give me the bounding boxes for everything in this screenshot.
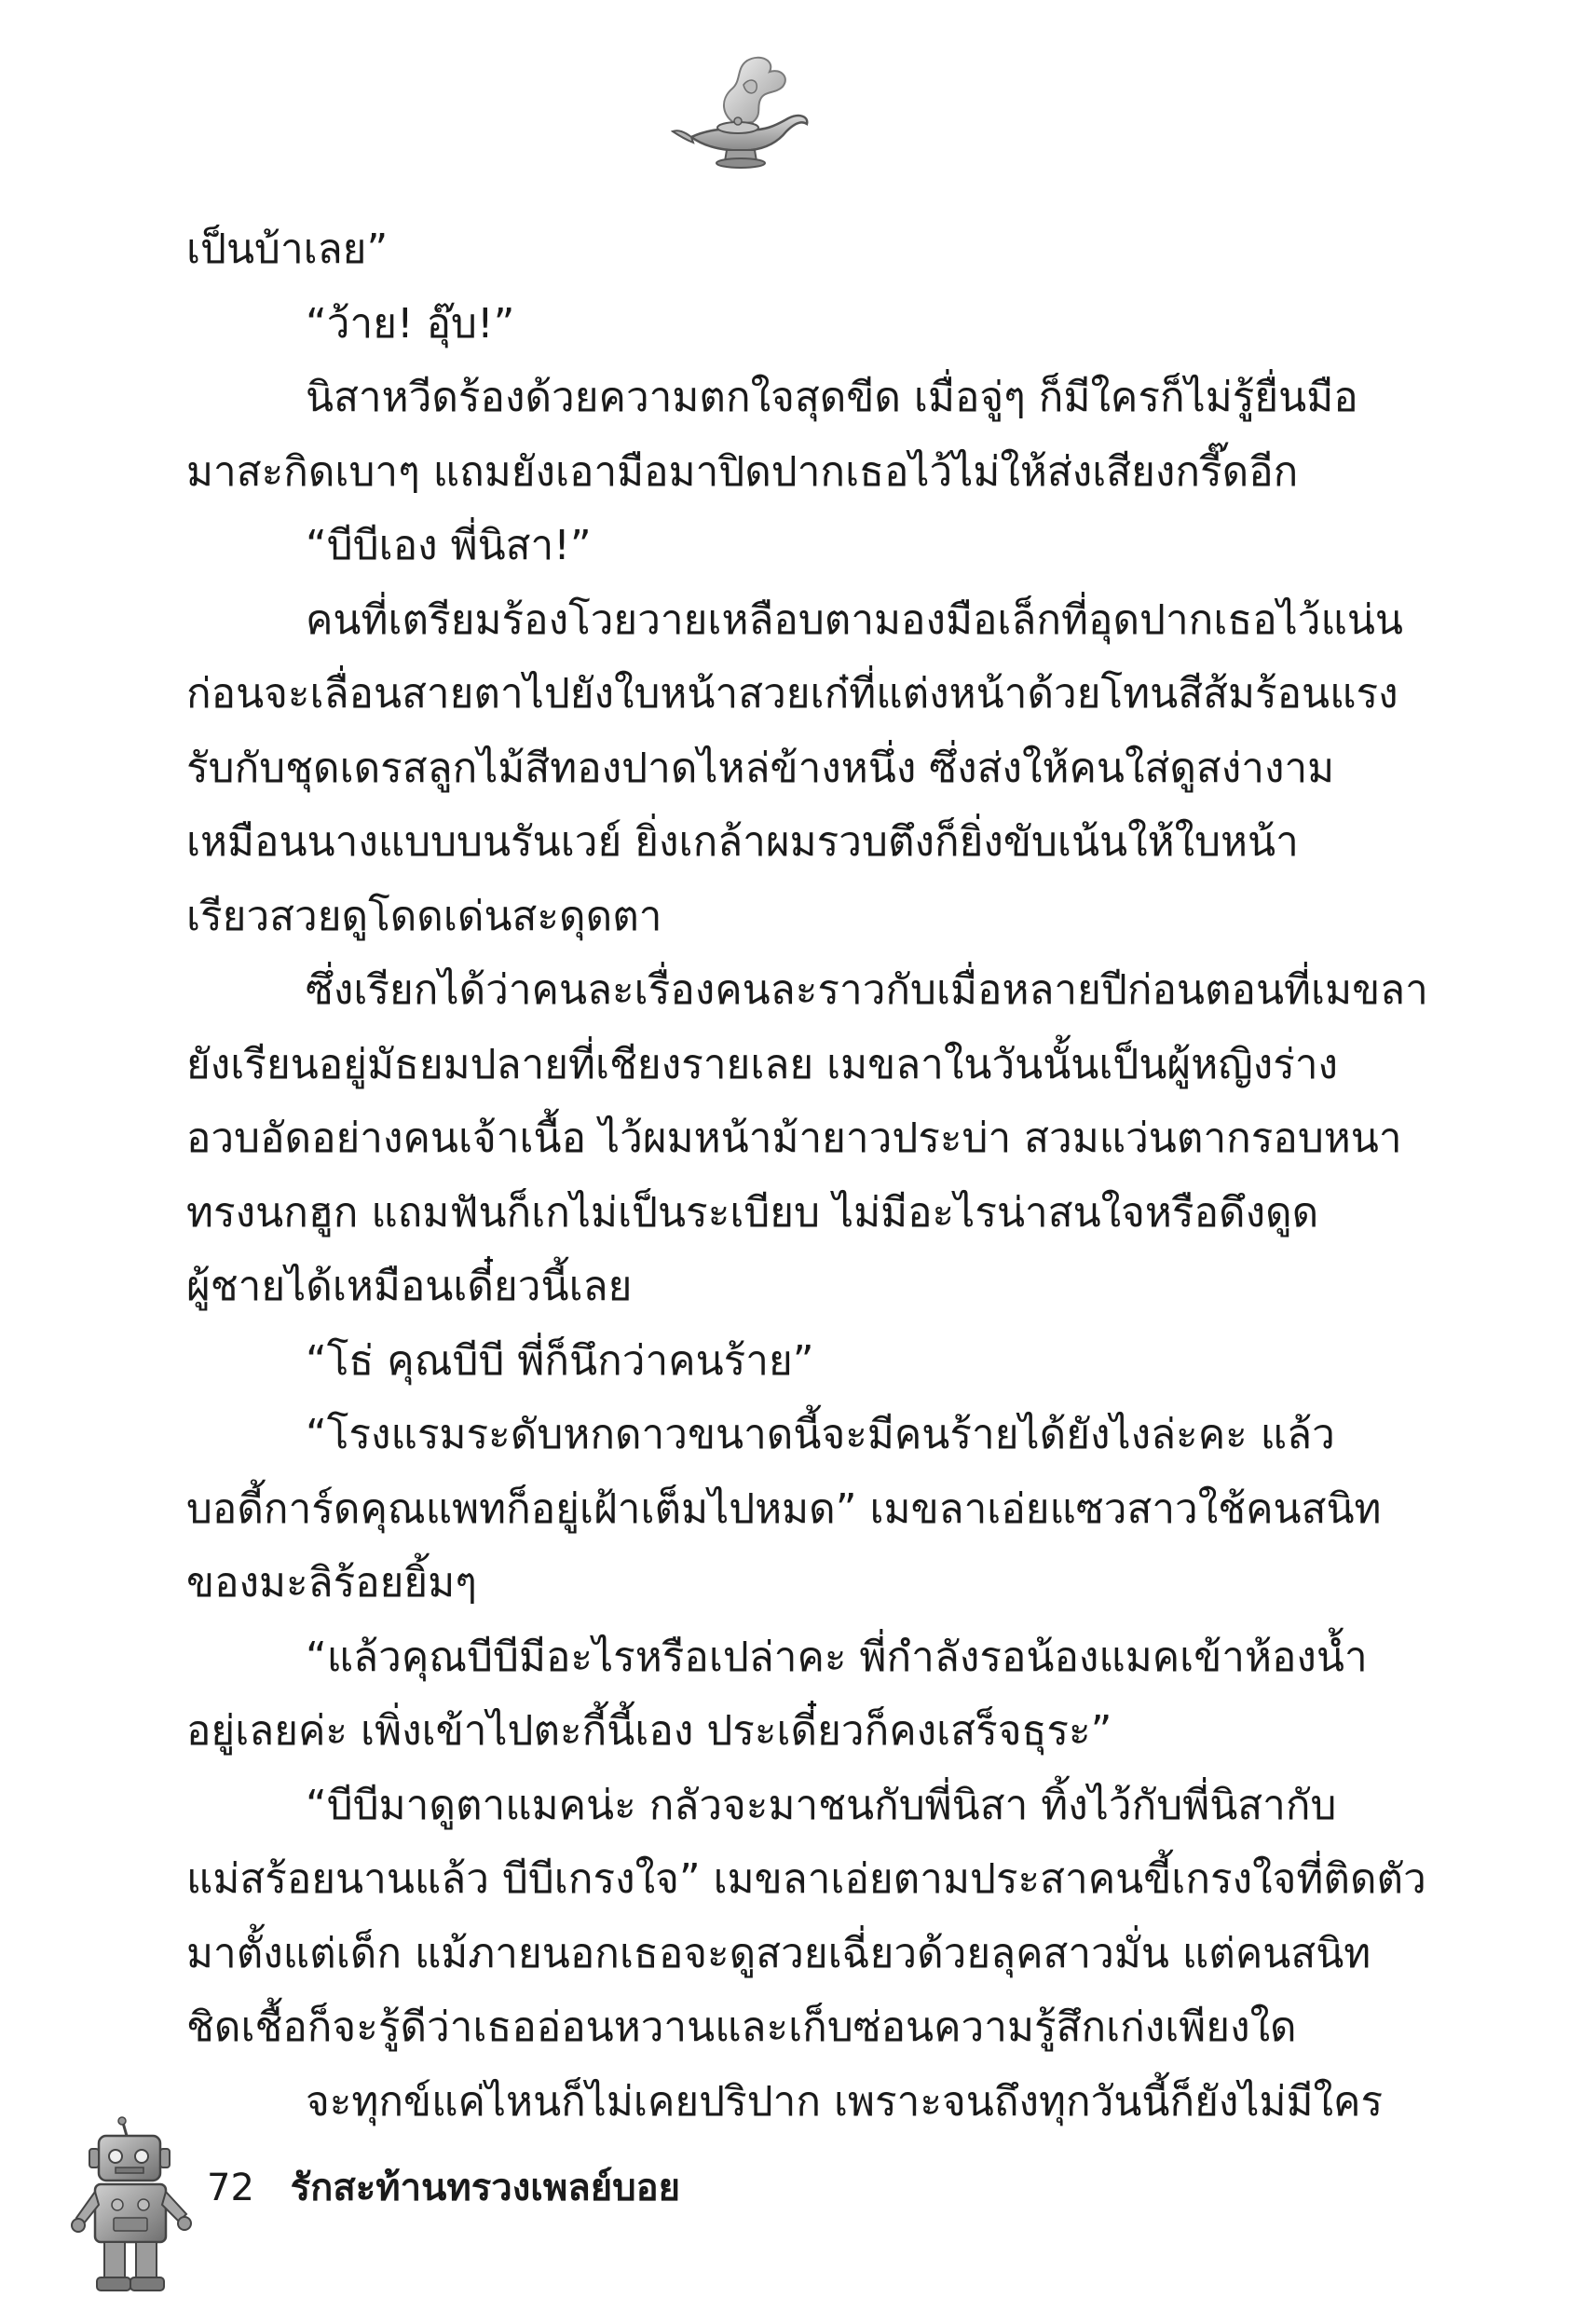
- text-line: ยังเรียนอยู่มัธยมปลายที่เชียงรายเลย เมขลาในวันนั้นเป็นผู้หญิงร่าง: [186, 1040, 1339, 1088]
- page-footer: [207, 2160, 680, 2216]
- text-line: ทรงนกฮูก แถมฟันก็เกไม่เป็นระเบียบ ไม่มีอะไรน่าสนใจหรือดึงดูด: [186, 1188, 1319, 1237]
- text-line: เรียวสวยดูโดดเด่นสะดุดตา: [186, 892, 662, 940]
- text-line: อยู่เลยค่ะ เพิ่งเข้าไปตะกี้นี้เอง ประเดี๋ยวก็คงเสร็จธุระ”: [186, 1707, 1112, 1755]
- genie-lamp-icon: [671, 51, 820, 177]
- text-line: “ว้าย! อุ๊บ!”: [306, 299, 515, 348]
- text-line: รับกับชุดเดรสลูกไม้สีทองปาดไหล่ข้างหนึ่ง ซึ่งส่งให้คนใส่ดูสง่างาม: [186, 744, 1335, 792]
- text-line: ผู้ชายได้เหมือนเดี๋ยวนี้เลย: [186, 1263, 633, 1310]
- text-line: เป็นบ้าเลย”: [186, 226, 389, 273]
- body-text: [186, 212, 1428, 2139]
- text-line: ชิดเชื้อก็จะรู้ดีว่าเธออ่อนหวานและเก็บซ่อนความรู้สึกเก่งเพียงใด: [186, 2003, 1297, 2051]
- text-line: เหมือนนางแบบบนรันเวย์ ยิ่งเกล้าผมรวบตึงก็ยิ่งขับเน้นให้ใบหน้า: [186, 818, 1299, 866]
- text-line: บอดี้การ์ดคุณแพทก็อยู่เฝ้าเต็มไปหมด” เมขลาเอ่ยแซวสาวใช้คนสนิท: [186, 1484, 1382, 1533]
- robot-figure-icon: [65, 2115, 205, 2302]
- book-title: รักสะท้านทรวงเพลย์บอย: [290, 2167, 681, 2209]
- page-number: 72: [207, 2167, 254, 2209]
- text-line: มาตั้งแต่เด็ก แม้ภายนอกเธอจะดูสวยเฉี่ยวด้วยลุคสาวมั่น แต่คนสนิท: [186, 1929, 1371, 1977]
- text-line: แม่สร้อยนานแล้ว บีบีเกรงใจ” เมขลาเอ่ยตามประสาคนขี้เกรงใจที่ติดตัว: [186, 1855, 1426, 1903]
- text-line: “บีบีมาดูตาแมคน่ะ กลัวจะมาชนกับพี่นิสา ทิ้งไว้กับพี่นิสากับ: [306, 1781, 1337, 1829]
- text-line: “โรงแรมระดับหกดาวขนาดนี้จะมีคนร้ายได้ยังไงล่ะคะ แล้ว: [306, 1411, 1335, 1458]
- text-line: อวบอัดอย่างคนเจ้าเนื้อ ไว้ผมหน้าม้ายาวประบ่า สวมแว่นตากรอบหนา: [186, 1114, 1402, 1162]
- text-line: มาสะกิดเบาๆ แถมยังเอามือมาปิดปากเธอไว้ไม่ให้ส่งเสียงกรี๊ดอีก: [186, 447, 1299, 496]
- text-line: ซึ่งเรียกได้ว่าคนละเรื่องคนละราวกับเมื่อหลายปีก่อนตอนที่เมขลา: [306, 966, 1428, 1014]
- text-line: นิสาหวีดร้องด้วยความตกใจสุดขีด เมื่อจู่ๆ ก็มีใครก็ไม่รู้ยื่นมือ: [306, 374, 1358, 421]
- text-line: ก่อนจะเลื่อนสายตาไปยังใบหน้าสวยเก๋ที่แต่งหน้าด้วยโทนสีส้มร้อนแรง: [186, 670, 1398, 718]
- text-line: ของมะลิร้อยยิ้มๆ: [186, 1559, 477, 1607]
- text-line: “โธ่ คุณบีบี พี่ก็นึกว่าคนร้าย”: [306, 1336, 814, 1385]
- text-line: “บีบีเอง พี่นิสา!”: [306, 522, 592, 569]
- text-line: จะทุกข์แค่ไหนก็ไม่เคยปริปาก เพราะจนถึงทุกวันนี้ก็ยังไม่มีใคร: [306, 2077, 1384, 2126]
- text-line: คนที่เตรียมร้องโวยวายเหลือบตามองมือเล็กที่อุดปากเธอไว้แน่น: [306, 595, 1403, 644]
- text-line: “แล้วคุณบีบีมีอะไรหรือเปล่าคะ พี่กำลังรอน้องแมคเข้าห้องน้ำ: [306, 1633, 1368, 1681]
